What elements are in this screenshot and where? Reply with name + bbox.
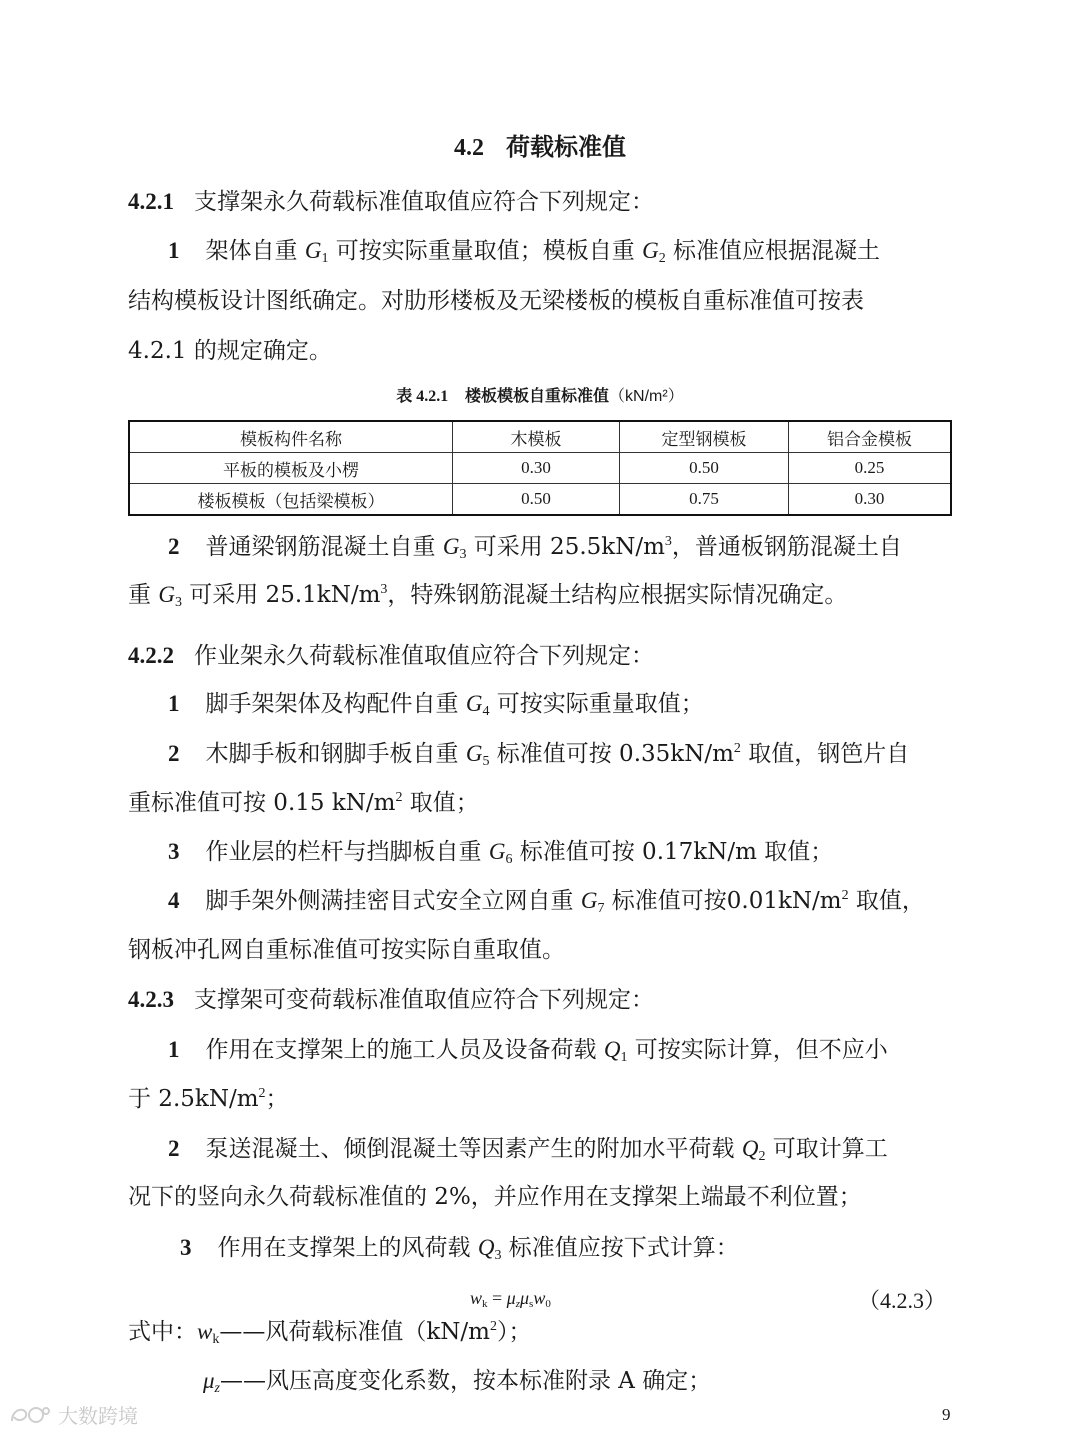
clause-4-2-2-item-2-line-2: 重标准值可按 0.15 $kN/m^2$ 取值； — [128, 790, 479, 816]
formwork-weight-table — [128, 420, 952, 516]
clause-4-2-1-item-2-line-2: 重 $G_3$ 可采用 $25.1kN/m^3$，特殊钢筋混凝土结构应根据实际情况确定。 — [128, 582, 848, 610]
clause-4-2-1-item-1-line-3: 4.2.1 的规定确定。 — [128, 338, 332, 364]
table-cell: 0.30 — [453, 453, 620, 484]
table-cell: 平板的模板及小楞 — [129, 453, 453, 484]
table-cell: 0.25 — [789, 453, 952, 484]
formula-number: （4.2.3） — [858, 1288, 947, 1313]
clause-4-2-3-item-2: 2 泵送混凝土、倾倒混凝土等因素产生的附加水平荷载 $Q_2$ 可取计算工 — [168, 1136, 888, 1164]
clause-4-2-3-item-2-line-2: 况下的竖向永久荷载标准值的 2%，并应作用在支撑架上端最不利位置； — [128, 1184, 862, 1210]
watermark-logo-icon — [8, 1403, 52, 1427]
formula-where-wk: 式中：$w_k——$风荷载标准值$(kN/m^2)$； — [128, 1319, 532, 1347]
table-cell: 0.50 — [620, 453, 789, 484]
clause-4-2-1: 4.2.1 支撑架永久荷载标准值取值应符合下列规定： — [128, 189, 654, 215]
table-header: 定型钢模板 — [620, 421, 789, 453]
clause-4-2-3: 4.2.3 支撑架可变荷载标准值取值应符合下列规定： — [128, 987, 654, 1013]
clause-4-2-2-item-4: 4 脚手架外侧满挂密目式安全立网自重 $G_7$ 标准值可按$0.01kN/m^2$ 取值， — [168, 888, 925, 916]
table-caption: 表 4.2.1 楼板模板自重标准值（kN/m²） — [396, 386, 684, 405]
clause-4-2-1-item-1: 1 架体自重 $G_1$ 可按实际重量取值；模板自重 $G_2$ 标准值应根据混凝土 — [168, 238, 880, 266]
table-row — [129, 484, 951, 516]
table-header: 铝合金模板 — [789, 421, 952, 453]
clause-4-2-2-item-2: 2 木脚手板和钢脚手板自重 $G_5$ 标准值可按 $0.35kN/m^2$ 取值，钢笆片自 — [168, 741, 910, 769]
clause-4-2-1-item-1-line-2: 结构模板设计图纸确定。对肋形楼板及无梁楼板的模板自重标准值可按表 — [128, 288, 864, 314]
watermark: 大数跨境 — [8, 1400, 138, 1429]
clause-4-2-3-item-3: 3 作用在支撑架上的风荷载 $Q_3$ 标准值应按下式计算： — [180, 1235, 739, 1263]
clause-4-2-2-item-4-line-2: 钢板冲孔网自重标准值可按实际自重取值。 — [128, 937, 565, 963]
formula-where-mu: $\mu_z——$风压高度变化系数，按本标准附录 A 确定； — [203, 1368, 712, 1396]
table-cell: 楼板模板（包括梁模板） — [129, 484, 453, 516]
clause-4-2-2-item-3: 3 作业层的栏杆与挡脚板自重 $G_6$ 标准值可按 0.17kN/m 取值； — [168, 839, 834, 867]
table-header: 模板构件名称 — [129, 421, 453, 453]
clause-4-2-1-item-2: 2 普通梁钢筋混凝土自重 $G_3$ 可采用 $25.5kN/m^3$，普通板钢筋混凝土自 — [168, 534, 902, 562]
clause-4-2-2-item-1: 1 脚手架架体及构配件自重 $G_4$ 可按实际重量取值； — [168, 691, 704, 719]
table-cell: 0.75 — [620, 484, 789, 516]
clause-4-2-2: 4.2.2 作业架永久荷载标准值取值应符合下列规定： — [128, 643, 654, 669]
section-title: 4.2 荷载标准值 — [454, 132, 626, 161]
table-header-row — [129, 421, 951, 453]
table-row — [129, 453, 951, 484]
table-cell: 0.30 — [789, 484, 952, 516]
clause-4-2-3-item-1: 1 作用在支撑架上的施工人员及设备荷载 $Q_1$ 可按实际计算，但不应小 — [168, 1037, 888, 1065]
page-number: 9 — [942, 1405, 951, 1424]
table-header: 木模板 — [453, 421, 620, 453]
clause-4-2-3-item-1-line-2: 于 $2.5kN/m^2$； — [128, 1086, 289, 1112]
wind-load-formula: $w_k = \mu_z\mu_sw_0$ — [470, 1288, 551, 1310]
table-cell: 0.50 — [453, 484, 620, 516]
